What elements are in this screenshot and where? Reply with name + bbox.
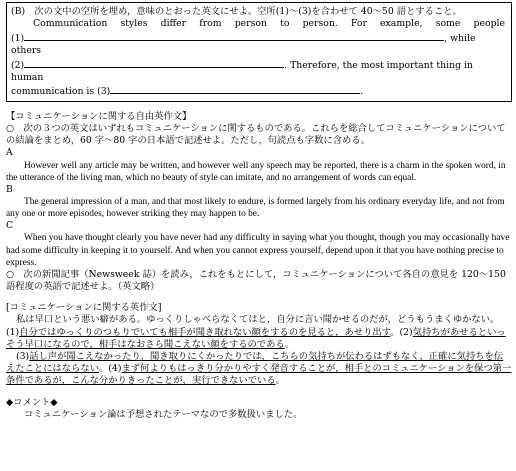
passage-b-label: B <box>6 183 13 195</box>
essay-p2-text: 。 <box>275 375 285 387</box>
underline-1: 自分ではゆっくりのつもりでいても相手が聞き取れない顔をするのを見ると，あせり出す <box>19 326 391 338</box>
essay-p1-text: 私は早口という悪い癖がある。ゆっくりしゃべらなくてはと，自分に言い聞かせるのだが，どうもうまくゆかない。(1) <box>6 314 500 338</box>
essay-heading: [コミュニケーションに関する英作文] <box>6 302 162 314</box>
essay-section <box>6 302 512 387</box>
question-b-box <box>6 2 512 102</box>
line2-tail: , while others <box>11 32 476 57</box>
free-composition-section <box>6 111 512 293</box>
passage-c: When you have thought clearly you have never had any difficulty in saying what you thought, though you may occasionally have had some difficulty in keeping it to yourself. And when you cannot express yourself, depend upon it that you have nothing precise to express. <box>6 233 510 268</box>
underline-3: 話し声が聞こえなかったり，聞き取りにくかったりでは，こちらの気持ちが伝わるはずもなく，正確に気持ちを伝えたことにはならない <box>6 350 504 375</box>
question-b-line4 <box>11 84 505 98</box>
essay-p2-text: 。(4) <box>98 363 122 375</box>
free-composition-instruction: ○ 次の３つの英文はいずれもコミュニケーションに関するものである。これらを総合してコミュニケーションについての結論をまとめ，60 字～80 字の日本語で記述せよ。ただし，句読点も字数に含める。 <box>6 123 506 147</box>
underline-2: 気持ちがあせるといっそう早口になるので，相手はなおさら聞こえない顔をするのである <box>6 326 506 350</box>
passage-a-label: A <box>6 147 13 159</box>
underline-4: まず何よりもはっきり分かりやすく発音することが，相手とのコミュニケーションを保つ第一条件であるが，こんな分かりきったことが，実行できないでいる <box>6 363 512 387</box>
spacer <box>6 102 512 111</box>
essay-p1-text: 。(2) <box>390 326 413 338</box>
page <box>6 2 512 421</box>
essay-p2-text: (3) <box>16 350 30 362</box>
comment-heading: ◆コメント◆ <box>6 396 58 408</box>
blank3-label: communication is (3) <box>11 86 111 98</box>
line4-tail: . <box>360 86 364 98</box>
blank-2[interactable] <box>24 58 284 68</box>
essay-paragraph-1 <box>6 314 512 351</box>
passage-c-label: C <box>6 220 14 232</box>
spacer <box>6 293 512 302</box>
comment-body: コミュニケーション論は予想されたテーマなので多数扱いました。 <box>24 408 303 420</box>
blank-1[interactable] <box>24 31 444 41</box>
newsweek-instruction: ○ 次の新聞記事（Newsweek 誌）を読み，これをもとにして，コミュニケーションについて各自の意見を 120～150 語程度の英語で記述せよ。（英文略） <box>6 268 506 292</box>
question-b-prompt: (B) 次の文中の空所を埋め，意味のとおった英文にせよ。空所(1)～(3)を合わせて 40～50 語とすること。 <box>11 6 462 17</box>
question-b-line3 <box>11 58 505 85</box>
free-composition-heading: 【コミュニケーションに関する自由英作文】 <box>6 110 192 122</box>
essay-p1-text: 。 <box>284 338 295 350</box>
blank2-label: (2) <box>11 59 25 71</box>
spacer <box>6 388 512 397</box>
line3-tail: . Therefore, the most important thing in human <box>11 59 473 84</box>
question-b-line1: Communication styles differ from person to person. For example, some people <box>33 18 505 30</box>
comment-section <box>6 397 512 421</box>
question-b-line2 <box>11 31 505 58</box>
passage-b: The general impression of a man, and that most likely to endure, is formed largely from his ordinary everyday life, and not from any one or more episodes, however striking they may happen to be. <box>6 197 505 220</box>
blank-3[interactable] <box>110 84 360 94</box>
essay-paragraph-2 <box>6 351 512 388</box>
blank1-label: (1) <box>11 32 25 44</box>
passage-a: However well any article may be written, and however well any speech may be reported, there is a charm in the spoken word, in the utterance of the living man, which no beauty of style can imitate, and no arrangement of words can equal. <box>6 160 506 183</box>
